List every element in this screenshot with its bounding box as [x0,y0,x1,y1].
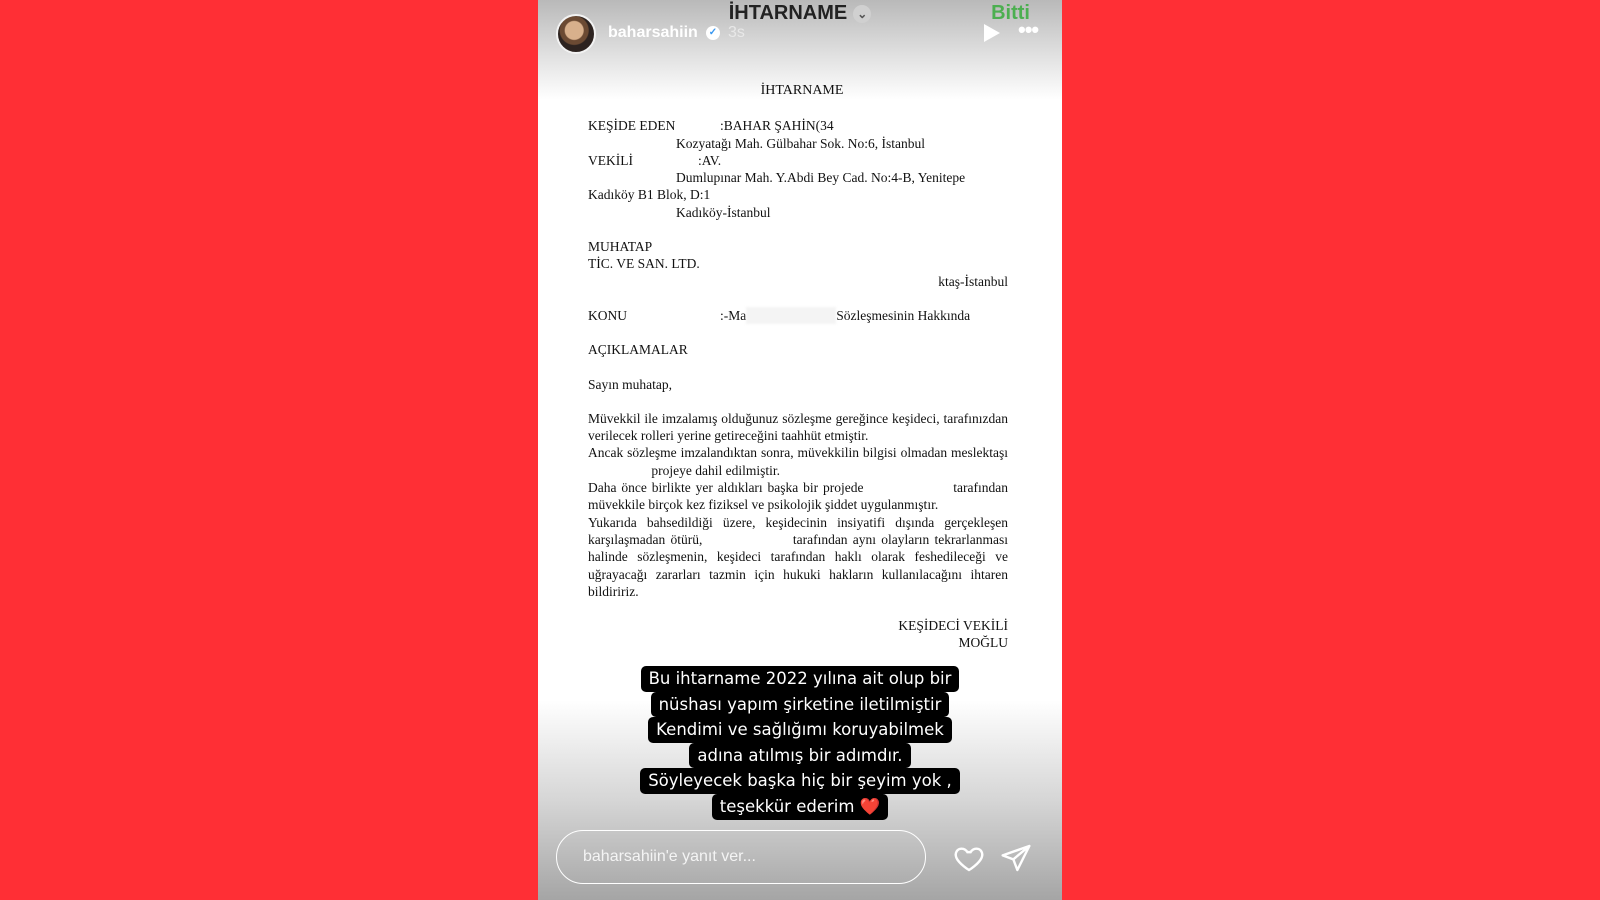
username[interactable]: baharsahiin [608,24,698,41]
keside-address: Kozyatağı Mah. Gülbahar Sok. No:6, İstanbul [676,135,925,151]
muhatap-line-2: TİC. VE SAN. LTD. [588,256,700,272]
avatar[interactable] [556,14,596,54]
caption-line: Söyleyecek başka hiç bir şeyim yok , [640,768,960,794]
redacted-text [746,307,836,324]
reply-input[interactable]: baharsahiin'e yanıt ver... [556,830,926,884]
signature-name: MOĞLU [958,635,1008,651]
aciklamalar-label: AÇIKLAMALAR [588,342,688,358]
story-title-text: İHTARNAME [728,2,848,24]
paragraph-4 [588,514,1008,600]
vekil-address-2: Kadıköy B1 Blok, D:1 [588,187,711,203]
konu-row [588,307,1008,324]
verified-icon: ✓ [706,26,720,40]
vekil-address-3: Kadıköy-İstanbul [676,204,771,220]
caption-line: adına atılmış bir adımdır. [689,743,910,769]
paragraph-2b: projeye dahil edilmiştir. [651,462,780,478]
caption-line: nüshası yapım şirketine iletilmiştir [651,692,950,718]
caption-line: Bu ihtarname 2022 yılına ait olup bir [641,666,960,692]
muhatap-label: MUHATAP [588,239,653,255]
paragraph-3 [588,479,1008,514]
keside-row [588,117,1008,134]
paragraph-4a: Yukarıda bahsedildiği üzere, keşidecinin insiyatifi dışında gerçekleşen karşılaşmadan ötürü, [588,514,1008,547]
more-icon[interactable]: ••• [1018,17,1039,42]
play-icon[interactable] [984,24,1000,42]
caption-line-last [712,794,888,820]
document-image [588,82,1008,652]
story-caption [538,666,1062,820]
konu-suffix: Sözleşmesinin Hakkında [836,307,971,323]
send-icon[interactable] [1000,842,1032,874]
keside-value: :BAHAR ŞAHİN(34 [720,118,834,134]
caption-line: Kendimi ve sağlığımı koruyabilmek [648,717,952,743]
paragraph-3a: Daha önce birlikte yer aldıkları başka bir projede [588,480,864,496]
paragraph-2 [588,444,1008,479]
greeting: Sayın muhatap, [588,376,672,392]
paragraph-3b: tarafından müvekkile birçok kez fiziksel ve psikolojik şiddet uygulanmıştır. [588,480,1008,513]
story-viewer[interactable] [538,0,1062,900]
heart-emoji-icon: ❤️ [859,796,881,816]
chevron-down-icon[interactable]: ⌄ [853,5,871,23]
caption-line-6: teşekkür ederim [719,796,855,816]
document-title: İHTARNAME [760,83,844,98]
post-time: 3s [728,24,745,41]
paragraph-2a: Ancak sözleşme imzalandıktan sonra, müvekkilin bilgisi olmadan meslektaşı [588,445,1008,461]
konu-prefix: :-Ma [720,307,747,323]
done-button[interactable]: Bitti [991,2,1030,24]
muhatap-address: ktaş-İstanbul [938,273,1008,289]
story-header [556,14,1044,54]
keside-label: KEŞİDE EDEN [588,118,676,134]
vekil-value: :AV. [698,152,722,168]
vekil-row [588,152,1008,169]
signature-label: KEŞİDECİ VEKİLİ [898,618,1008,634]
konu-label: KONU [588,307,627,323]
heart-icon[interactable] [952,842,986,874]
paragraph-1: Müvekkil ile imzalamış olduğunuz sözleşme gereğince keşideci, tarafınızdan verilecek rolleri yerine getireceğini taahhüt etmiştir. [588,410,1008,444]
vekil-label: VEKİLİ [588,152,633,168]
paragraph-4b: tarafından aynı olayların tekrarlanması halinde sözleşmenin, keşideci tarafından haklı olarak feshedileceği ve uğrayacağı zararları tazmin için hukuki hakların kullanılacağını ihtaren bildiririz. [588,531,1008,599]
vekil-address-1: Dumlupınar Mah. Y.Abdi Bey Cad. No:4-B, Yenitepe [676,170,966,186]
